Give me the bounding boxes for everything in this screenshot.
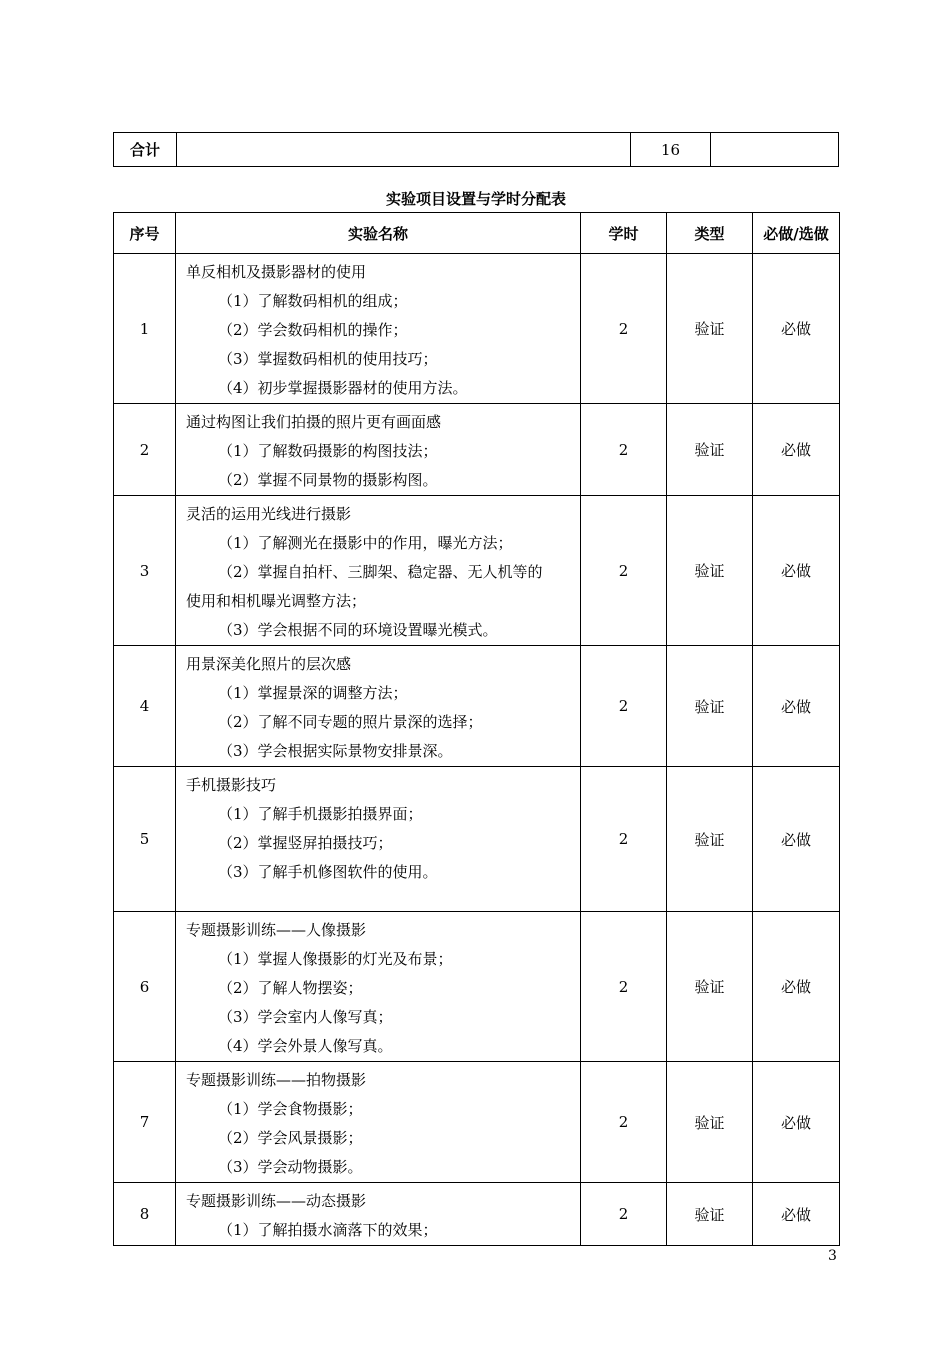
row-seq: 1 [114,254,176,404]
table-header-row [114,213,840,254]
row-seq: 5 [114,767,176,912]
total-empty-cell [177,133,631,167]
row-type: 验证 [667,912,753,1062]
experiment-item: （1）掌握景深的调整方法； [218,684,408,702]
row-required: 必做 [753,1183,840,1246]
experiment-item: （2）了解不同专题的照片景深的选择； [218,713,483,731]
total-label: 合计 [114,133,177,167]
row-hours: 2 [581,646,667,767]
row-seq: 2 [114,404,176,496]
row-name-cell [176,646,581,767]
row-required: 必做 [753,1062,840,1183]
experiment-title: 单反相机及摄影器材的使用 [186,263,367,281]
header-seq: 序号 [114,213,176,254]
header-type: 类型 [667,213,753,254]
row-required: 必做 [753,646,840,767]
row-name-cell [176,404,581,496]
row-name-cell [176,912,581,1062]
total-extra-cell [711,133,839,167]
header-name: 实验名称 [176,213,581,254]
table-row [114,1062,840,1183]
experiment-item: 使用和相机曝光调整方法； [186,592,367,610]
experiment-item: （1）学会食物摄影； [218,1100,363,1118]
experiment-table [113,212,840,1246]
experiment-item: （1）了解数码相机的组成； [218,292,408,310]
row-type: 验证 [667,1183,753,1246]
table-row [114,1183,840,1246]
experiment-title: 通过构图让我们拍摄的照片更有画面感 [186,413,442,431]
experiment-item: （3）了解手机修图软件的使用。 [218,863,438,881]
experiment-item: （1）掌握人像摄影的灯光及布景； [218,950,453,968]
experiment-item: （4）学会外景人像写真。 [218,1037,393,1055]
total-hours: 16 [631,133,711,167]
experiment-item: （1）了解拍摄水滴落下的效果； [218,1221,438,1239]
experiment-item: （2）学会数码相机的操作； [218,321,408,339]
table-row [114,404,840,496]
experiment-item: （2）掌握自拍杆、三脚架、稳定器、无人机等的 [218,563,543,581]
experiment-item: （2）掌握不同景物的摄影构图。 [218,471,438,489]
experiment-item: （3）掌握数码相机的使用技巧； [218,350,438,368]
page-number: 3 [828,1248,837,1264]
row-name-cell [176,767,581,912]
experiment-item: （1）了解测光在摄影中的作用，曝光方法； [218,534,513,552]
table-row [114,767,840,912]
experiment-item: （3）学会根据实际景物安排景深。 [218,742,453,760]
row-seq: 7 [114,1062,176,1183]
table-row [114,254,840,404]
row-hours: 2 [581,254,667,404]
row-type: 验证 [667,767,753,912]
table-row [114,496,840,646]
row-seq: 8 [114,1183,176,1246]
row-name-cell [176,254,581,404]
total-table [113,132,839,167]
header-required: 必做/选做 [753,213,840,254]
row-type: 验证 [667,404,753,496]
experiment-item: （3）学会动物摄影。 [218,1158,363,1176]
row-type: 验证 [667,496,753,646]
row-required: 必做 [753,496,840,646]
experiment-title: 专题摄影训练——拍物摄影 [186,1071,367,1089]
table-row [114,912,840,1062]
row-hours: 2 [581,496,667,646]
experiment-item: （1）了解手机摄影拍摄界面； [218,805,423,823]
header-hours: 学时 [581,213,667,254]
experiment-title: 灵活的运用光线进行摄影 [186,505,352,523]
table-row [114,646,840,767]
experiment-item: （2）掌握竖屏拍摄技巧； [218,834,393,852]
experiment-title: 专题摄影训练——人像摄影 [186,921,367,939]
row-required: 必做 [753,404,840,496]
row-type: 验证 [667,646,753,767]
row-hours: 2 [581,767,667,912]
experiment-item: （2）了解人物摆姿； [218,979,363,997]
experiment-item: （2）学会风景摄影； [218,1129,363,1147]
row-seq: 3 [114,496,176,646]
experiment-title: 用景深美化照片的层次感 [186,655,352,673]
row-seq: 4 [114,646,176,767]
row-type: 验证 [667,1062,753,1183]
experiment-item: （3）学会室内人像写真； [218,1008,393,1026]
experiment-title: 手机摄影技巧 [186,776,277,794]
row-required: 必做 [753,912,840,1062]
row-type: 验证 [667,254,753,404]
row-required: 必做 [753,254,840,404]
row-hours: 2 [581,404,667,496]
table-title: 实验项目设置与学时分配表 [385,190,566,208]
row-hours: 2 [581,912,667,1062]
row-seq: 6 [114,912,176,1062]
row-hours: 2 [581,1062,667,1183]
experiment-title: 专题摄影训练——动态摄影 [186,1192,367,1210]
row-required: 必做 [753,767,840,912]
experiment-item: （3）学会根据不同的环境设置曝光模式。 [218,621,498,639]
table-body [114,254,840,1246]
row-name-cell [176,496,581,646]
row-name-cell [176,1062,581,1183]
experiment-item: （1）了解数码摄影的构图技法； [218,442,438,460]
row-hours: 2 [581,1183,667,1246]
experiment-item: （4）初步掌握摄影器材的使用方法。 [218,379,468,397]
row-name-cell [176,1183,581,1246]
